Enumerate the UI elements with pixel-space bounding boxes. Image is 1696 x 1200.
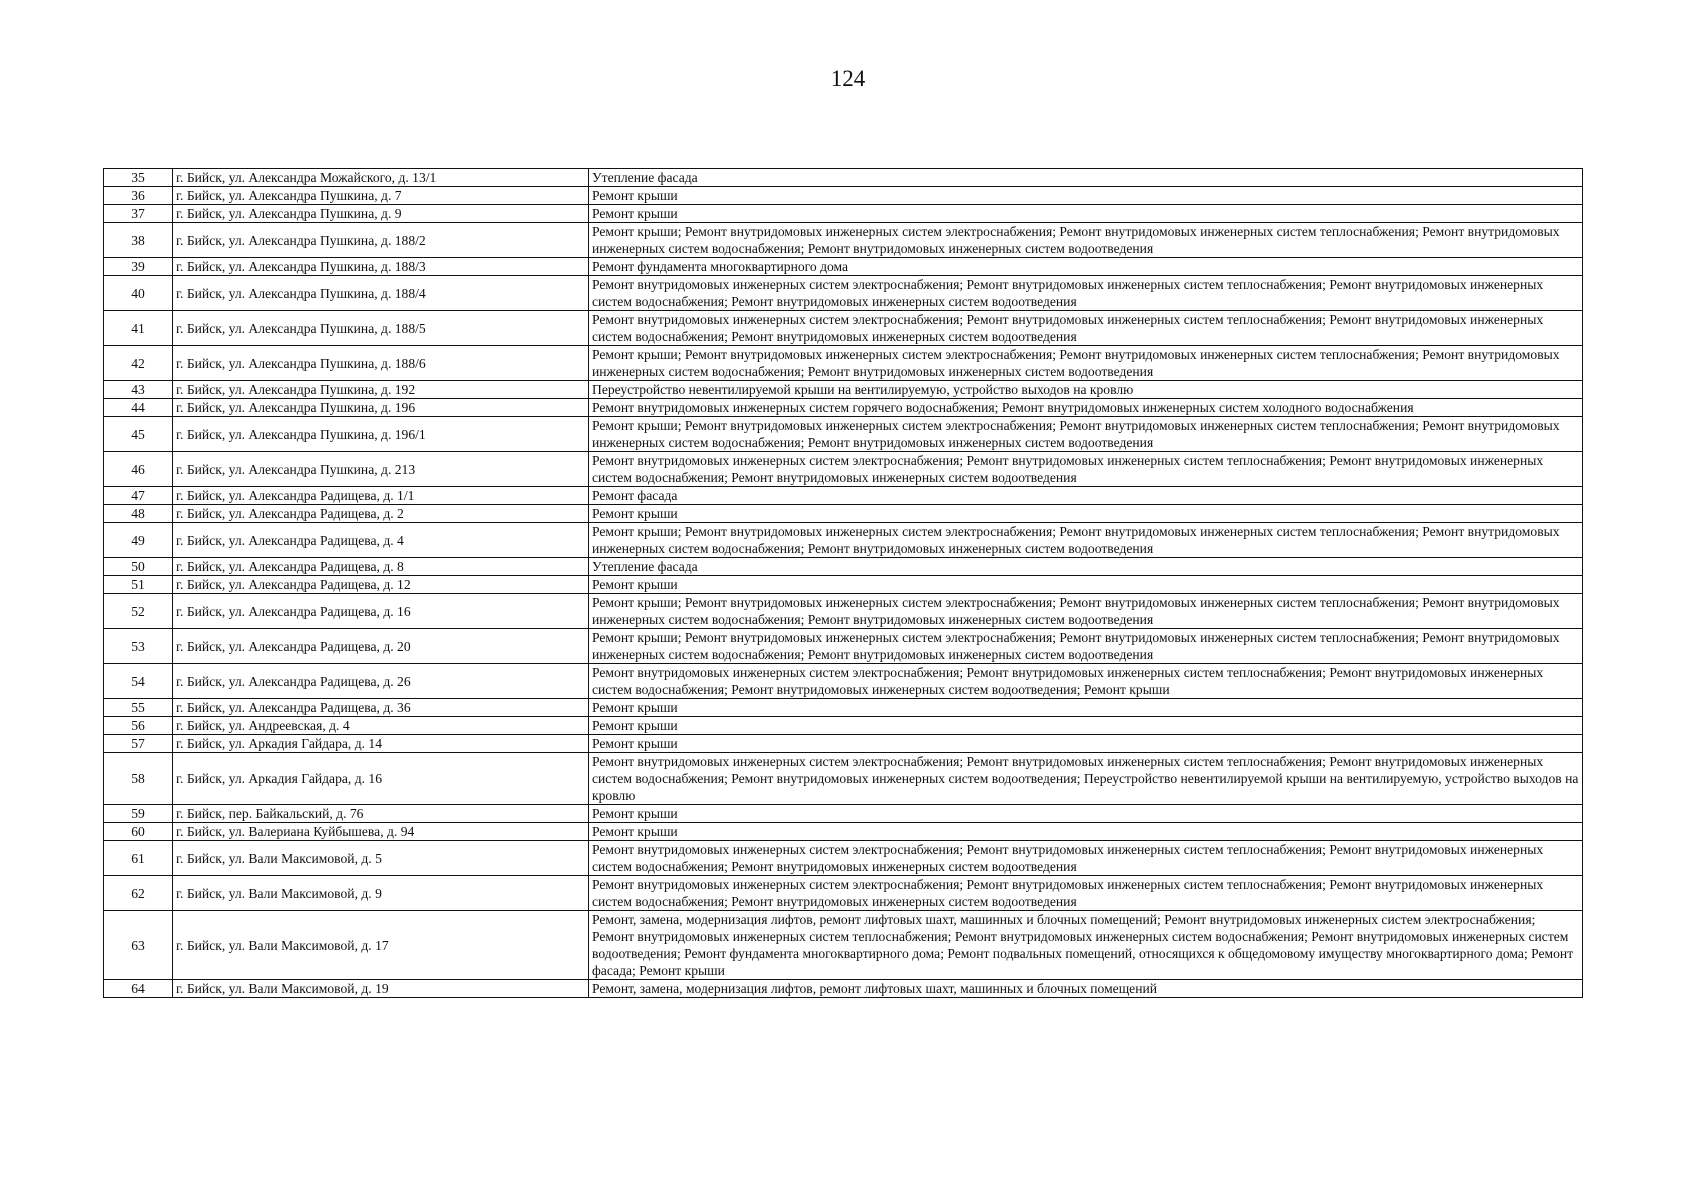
row-address: г. Бийск, ул. Александра Пушкина, д. 196 [173, 399, 589, 417]
row-works: Ремонт внутридомовых инженерных систем электроснабжения; Ремонт внутридомовых инженерных систем теплоснабжения; Ремонт внутридомовых инженерных систем водоснабжения; Ремонт внутридомовых инженерных систем водоотведения [589, 276, 1583, 311]
row-address: г. Бийск, ул. Александра Пушкина, д. 188/2 [173, 223, 589, 258]
repair-table-body [104, 169, 1583, 998]
table-row [104, 487, 1583, 505]
row-address: г. Бийск, ул. Вали Максимовой, д. 5 [173, 841, 589, 876]
row-works: Ремонт внутридомовых инженерных систем электроснабжения; Ремонт внутридомовых инженерных систем теплоснабжения; Ремонт внутридомовых инженерных систем водоснабжения; Ремонт внутридомовых инженерных систем водоотведения [589, 311, 1583, 346]
row-number: 37 [104, 205, 173, 223]
row-works: Ремонт крыши; Ремонт внутридомовых инженерных систем электроснабжения; Ремонт внутридомовых инженерных систем теплоснабжения; Ремонт внутридомовых инженерных систем водоснабжения; Ремонт внутридомовых инженерных систем водоотведения [589, 223, 1583, 258]
row-works: Ремонт фундамента многоквартирного дома [589, 258, 1583, 276]
row-works: Ремонт, замена, модернизация лифтов, ремонт лифтовых шахт, машинных и блочных помещений [589, 980, 1583, 998]
row-works: Переустройство невентилируемой крыши на вентилируемую, устройство выходов на кровлю [589, 381, 1583, 399]
row-number: 51 [104, 576, 173, 594]
row-number: 52 [104, 594, 173, 629]
table-row [104, 452, 1583, 487]
row-number: 53 [104, 629, 173, 664]
table-row [104, 311, 1583, 346]
row-address: г. Бийск, ул. Александра Радищева, д. 12 [173, 576, 589, 594]
table-row [104, 399, 1583, 417]
row-works: Ремонт крыши [589, 187, 1583, 205]
row-works: Ремонт внутридомовых инженерных систем электроснабжения; Ремонт внутридомовых инженерных систем теплоснабжения; Ремонт внутридомовых инженерных систем водоснабжения; Ремонт внутридомовых инженерных систем водоотведения [589, 876, 1583, 911]
row-works: Утепление фасада [589, 169, 1583, 187]
row-number: 48 [104, 505, 173, 523]
row-number: 60 [104, 823, 173, 841]
row-works: Ремонт крыши [589, 576, 1583, 594]
table-row [104, 823, 1583, 841]
table-row [104, 258, 1583, 276]
row-number: 54 [104, 664, 173, 699]
row-number: 62 [104, 876, 173, 911]
table-row [104, 523, 1583, 558]
table-row [104, 558, 1583, 576]
row-number: 64 [104, 980, 173, 998]
row-number: 61 [104, 841, 173, 876]
table-row [104, 980, 1583, 998]
row-number: 56 [104, 717, 173, 735]
row-works: Ремонт, замена, модернизация лифтов, ремонт лифтовых шахт, машинных и блочных помещений; Ремонт внутридомовых инженерных систем электроснабжения; Ремонт внутридомовых инженерных систем теплоснабжения; Ремонт внутридомовых инженерных систем водоснабжения; Ремонт внутридомовых инженерных систем водоотведения; Ремонт фундамента многоквартирного дома; Ремонт подвальных помещений, относящихся к общедомовому имуществу многоквартирного дома; Ремонт фасада; Ремонт крыши [589, 911, 1583, 980]
row-address: г. Бийск, ул. Александра Пушкина, д. 192 [173, 381, 589, 399]
table-row [104, 629, 1583, 664]
row-number: 44 [104, 399, 173, 417]
row-number: 38 [104, 223, 173, 258]
row-address: г. Бийск, ул. Александра Можайского, д. 13/1 [173, 169, 589, 187]
row-number: 55 [104, 699, 173, 717]
row-address: г. Бийск, ул. Александра Радищева, д. 4 [173, 523, 589, 558]
row-works: Ремонт внутридомовых инженерных систем электроснабжения; Ремонт внутридомовых инженерных систем теплоснабжения; Ремонт внутридомовых инженерных систем водоснабжения; Ремонт внутридомовых инженерных систем водоотведения [589, 452, 1583, 487]
table-row [104, 169, 1583, 187]
row-works: Ремонт фасада [589, 487, 1583, 505]
row-works: Ремонт крыши [589, 805, 1583, 823]
table-row [104, 841, 1583, 876]
row-number: 45 [104, 417, 173, 452]
row-works: Ремонт крыши [589, 717, 1583, 735]
row-number: 43 [104, 381, 173, 399]
row-address: г. Бийск, ул. Александра Радищева, д. 16 [173, 594, 589, 629]
table-row [104, 276, 1583, 311]
row-number: 40 [104, 276, 173, 311]
row-number: 63 [104, 911, 173, 980]
row-number: 49 [104, 523, 173, 558]
repair-table-container [103, 168, 1583, 998]
row-address: г. Бийск, ул. Вали Максимовой, д. 9 [173, 876, 589, 911]
row-address: г. Бийск, ул. Александра Пушкина, д. 188/6 [173, 346, 589, 381]
table-row [104, 735, 1583, 753]
table-row [104, 805, 1583, 823]
row-works: Ремонт крыши; Ремонт внутридомовых инженерных систем электроснабжения; Ремонт внутридомовых инженерных систем теплоснабжения; Ремонт внутридомовых инженерных систем водоснабжения; Ремонт внутридомовых инженерных систем водоотведения [589, 629, 1583, 664]
row-number: 41 [104, 311, 173, 346]
table-row [104, 911, 1583, 980]
row-works: Ремонт крыши; Ремонт внутридомовых инженерных систем электроснабжения; Ремонт внутридомовых инженерных систем теплоснабжения; Ремонт внутридомовых инженерных систем водоснабжения; Ремонт внутридомовых инженерных систем водоотведения [589, 417, 1583, 452]
row-number: 50 [104, 558, 173, 576]
table-row [104, 664, 1583, 699]
row-address: г. Бийск, ул. Александра Радищева, д. 36 [173, 699, 589, 717]
row-number: 39 [104, 258, 173, 276]
row-address: г. Бийск, ул. Александра Пушкина, д. 196/1 [173, 417, 589, 452]
row-works: Утепление фасада [589, 558, 1583, 576]
table-row [104, 876, 1583, 911]
table-row [104, 699, 1583, 717]
table-row [104, 205, 1583, 223]
row-number: 57 [104, 735, 173, 753]
row-address: г. Бийск, ул. Александра Пушкина, д. 9 [173, 205, 589, 223]
table-row [104, 594, 1583, 629]
row-works: Ремонт внутридомовых инженерных систем горячего водоснабжения; Ремонт внутридомовых инженерных систем холодного водоснабжения [589, 399, 1583, 417]
table-row [104, 717, 1583, 735]
row-works: Ремонт крыши [589, 735, 1583, 753]
row-works: Ремонт внутридомовых инженерных систем электроснабжения; Ремонт внутридомовых инженерных систем теплоснабжения; Ремонт внутридомовых инженерных систем водоснабжения; Ремонт внутридомовых инженерных систем водоотведения; Переустройство невентилируемой крыши на вентилируемую, устройство выходов на кровлю [589, 753, 1583, 805]
row-works: Ремонт внутридомовых инженерных систем электроснабжения; Ремонт внутридомовых инженерных систем теплоснабжения; Ремонт внутридомовых инженерных систем водоснабжения; Ремонт внутридомовых инженерных систем водоотведения [589, 841, 1583, 876]
row-address: г. Бийск, ул. Александра Радищева, д. 26 [173, 664, 589, 699]
row-address: г. Бийск, ул. Александра Радищева, д. 1/1 [173, 487, 589, 505]
table-row [104, 346, 1583, 381]
row-works: Ремонт крыши; Ремонт внутридомовых инженерных систем электроснабжения; Ремонт внутридомовых инженерных систем теплоснабжения; Ремонт внутридомовых инженерных систем водоснабжения; Ремонт внутридомовых инженерных систем водоотведения [589, 346, 1583, 381]
row-works: Ремонт крыши; Ремонт внутридомовых инженерных систем электроснабжения; Ремонт внутридомовых инженерных систем теплоснабжения; Ремонт внутридомовых инженерных систем водоснабжения; Ремонт внутридомовых инженерных систем водоотведения [589, 594, 1583, 629]
row-number: 58 [104, 753, 173, 805]
row-address: г. Бийск, ул. Александра Радищева, д. 8 [173, 558, 589, 576]
page-number: 124 [830, 66, 866, 91]
table-row [104, 187, 1583, 205]
repair-table [103, 168, 1583, 998]
table-row [104, 505, 1583, 523]
table-row [104, 753, 1583, 805]
row-number: 42 [104, 346, 173, 381]
row-address: г. Бийск, ул. Вали Максимовой, д. 17 [173, 911, 589, 980]
table-row [104, 576, 1583, 594]
row-works: Ремонт крыши; Ремонт внутридомовых инженерных систем электроснабжения; Ремонт внутридомовых инженерных систем теплоснабжения; Ремонт внутридомовых инженерных систем водоснабжения; Ремонт внутридомовых инженерных систем водоотведения [589, 523, 1583, 558]
row-number: 36 [104, 187, 173, 205]
row-address: г. Бийск, ул. Аркадия Гайдара, д. 14 [173, 735, 589, 753]
row-address: г. Бийск, ул. Аркадия Гайдара, д. 16 [173, 753, 589, 805]
row-works: Ремонт крыши [589, 823, 1583, 841]
row-works: Ремонт крыши [589, 205, 1583, 223]
row-address: г. Бийск, ул. Александра Пушкина, д. 188/4 [173, 276, 589, 311]
row-address: г. Бийск, ул. Александра Радищева, д. 2 [173, 505, 589, 523]
row-address: г. Бийск, ул. Александра Пушкина, д. 188/3 [173, 258, 589, 276]
table-row [104, 223, 1583, 258]
row-number: 35 [104, 169, 173, 187]
row-address: г. Бийск, ул. Вали Максимовой, д. 19 [173, 980, 589, 998]
row-address: г. Бийск, ул. Валериана Куйбышева, д. 94 [173, 823, 589, 841]
row-number: 59 [104, 805, 173, 823]
table-row [104, 381, 1583, 399]
row-works: Ремонт крыши [589, 505, 1583, 523]
row-address: г. Бийск, пер. Байкальский, д. 76 [173, 805, 589, 823]
row-address: г. Бийск, ул. Александра Пушкина, д. 188/5 [173, 311, 589, 346]
row-address: г. Бийск, ул. Александра Радищева, д. 20 [173, 629, 589, 664]
row-number: 47 [104, 487, 173, 505]
row-works: Ремонт крыши [589, 699, 1583, 717]
row-number: 46 [104, 452, 173, 487]
row-works: Ремонт внутридомовых инженерных систем электроснабжения; Ремонт внутридомовых инженерных систем теплоснабжения; Ремонт внутридомовых инженерных систем водоснабжения; Ремонт внутридомовых инженерных систем водоотведения; Ремонт крыши [589, 664, 1583, 699]
table-row [104, 417, 1583, 452]
row-address: г. Бийск, ул. Александра Пушкина, д. 213 [173, 452, 589, 487]
row-address: г. Бийск, ул. Александра Пушкина, д. 7 [173, 187, 589, 205]
row-address: г. Бийск, ул. Андреевская, д. 4 [173, 717, 589, 735]
